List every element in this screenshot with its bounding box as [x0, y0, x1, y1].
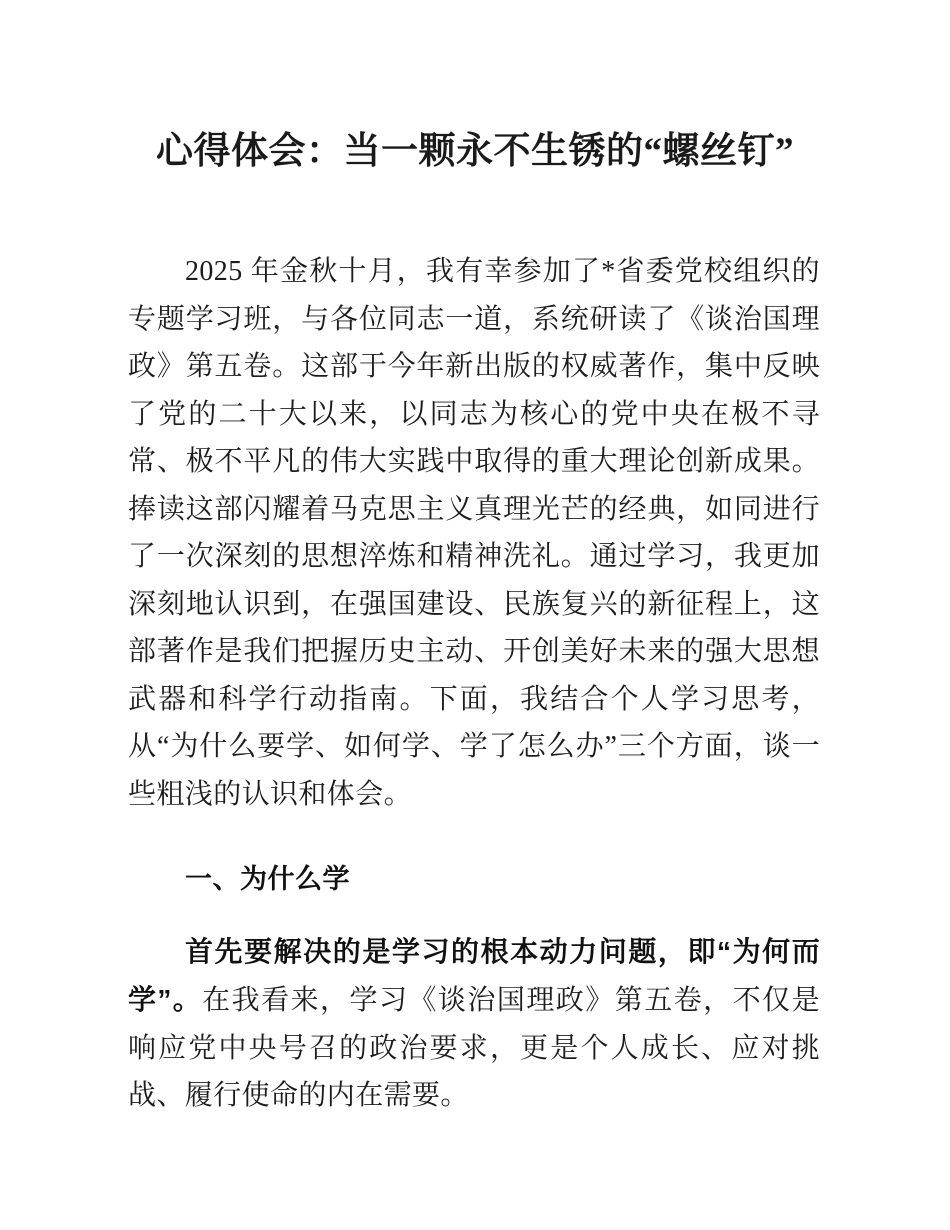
paragraph-intro: 2025 年金秋十月，我有幸参加了*省委党校组织的专题学习班，与各位同志一道，系统研读了《谈治国理政》第五卷。这部于今年新出版的权威著作，集中反映了党的二十大以来，以同志为核心的党中央在极不寻常、极不平凡的伟大实践中取得的重大理论创新成果。捧读这部闪耀着马克思主义真理光芒的经典，如同进行了一次深刻的思想淬炼和精神洗礼。通过学习，我更加深刻地认识到，在强国建设、民族复兴的新征程上，这部著作是我们把握历史主动、开创美好未来的强大思想武器和科学行动指南。下面，我结合个人学习思考，从“为什么要学、如何学、学了怎么办”三个方面，谈一些粗浅的认识和体会。	[128, 256, 820, 810]
document-body	[128, 248, 820, 1120]
paragraph-bold-lead: 首先要解决的是学习的根本动力问题，即“为何而学”。	[128, 935, 820, 1015]
section-heading-one: 一、为什么学	[185, 864, 350, 894]
page-title: 心得体会：当一颗永不生锈的“螺丝钉”	[156, 130, 794, 172]
paragraph-section-one	[128, 928, 820, 1120]
spacer-before-heading	[128, 818, 820, 856]
paragraph-body-rest: 在我看来，学习《谈治国理政》第五卷，不仅是响应党中央号召的政治要求，更是个人成长、应对挑战、履行使命的内在需要。	[128, 985, 820, 1111]
spacer-after-heading	[128, 904, 820, 928]
